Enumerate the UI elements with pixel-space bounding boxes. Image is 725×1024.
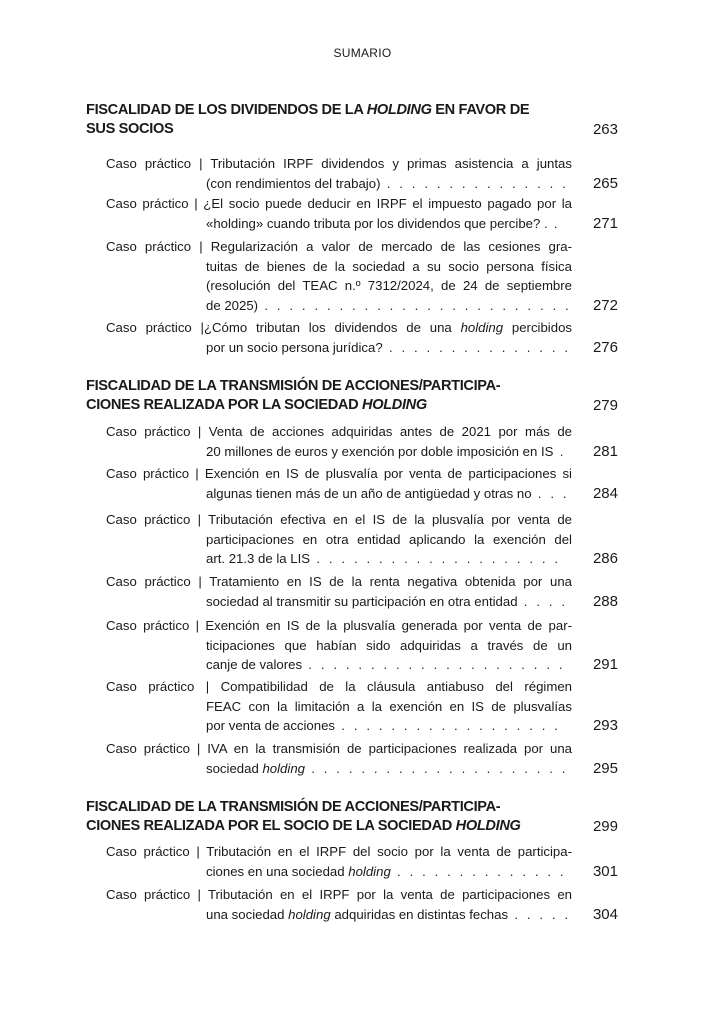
case-title-line: 20 millones de euros y exención por doble imposición en IS .	[206, 443, 567, 459]
case-title-line: por un socio persona jurídica? . . . . . . . . . . . . . . .	[206, 339, 571, 355]
section-title-line: FISCALIDAD DE LA TRANSMISIÓN DE ACCIONES/PARTICIPA-	[86, 799, 501, 815]
case-page-number: 293	[592, 717, 618, 734]
case-title-line: tuitas de bienes de la sociedad a su socio persona física	[206, 258, 572, 274]
section-title-line: FISCALIDAD DE LOS DIVIDENDOS DE LA HOLDING EN FAVOR DE	[86, 102, 530, 118]
case-title-line: Caso práctico | Tributación en el IRPF del socio por la venta de participa-	[106, 844, 572, 859]
case-title-line: canje de valores . . . . . . . . . . . . . . . . . . . . .	[206, 657, 566, 672]
case-page-number: 271	[592, 214, 618, 232]
case-title-line: sociedad al transmitir su participación en otra entidad . . . .	[206, 593, 568, 609]
case-title-line: Caso práctico | Tratamiento en IS de la renta negativa obtenida por una	[106, 574, 572, 589]
case-page-number: 284	[592, 484, 618, 502]
section-title	[86, 798, 586, 836]
case-title-line: Caso práctico | Exención en IS de la plusvalía generada por venta de par-	[106, 618, 572, 633]
case-title-line: FEAC con la limitación a la exención en IS de plusvalías	[206, 698, 572, 714]
case-title-line: (con rendimientos del trabajo) . . . . . . . . . . . . . . .	[206, 175, 569, 191]
case-page-number: 276	[592, 338, 618, 356]
case-page-number: 301	[592, 862, 618, 880]
case-page-number: 295	[592, 759, 618, 777]
case-title-line: sociedad holding . . . . . . . . . . . . . . . . . . . . .	[206, 760, 569, 776]
section-page-number: 263	[592, 121, 618, 138]
case-title-line: Caso práctico | Compatibilidad de la cláusula antiabuso del régimen	[106, 679, 572, 694]
case-title-line: Caso práctico | IVA en la transmisión de participaciones realizada por una	[106, 741, 572, 756]
case-page-number: 281	[592, 442, 618, 460]
section-title-line: SUS SOCIOS	[86, 121, 174, 137]
case-title-line: una sociedad holding adquiridas en distintas fechas . . . . .	[206, 906, 571, 922]
section-page-number: 299	[592, 818, 618, 835]
case-title-line: Caso práctico |¿Cómo tributan los dividendos de una holding percibidos	[106, 320, 572, 335]
section-page-number: 279	[592, 397, 618, 414]
case-title-line: Caso práctico | Tributación en el IRPF por la venta de participaciones en	[106, 887, 572, 902]
case-title-line: Caso práctico | Venta de acciones adquiridas antes de 2021 por más de	[106, 424, 572, 439]
case-title-line: ciones en una sociedad holding . . . . . . . . . . . . . .	[206, 863, 567, 879]
case-page-number: 265	[592, 174, 618, 192]
case-page-number: 286	[592, 550, 618, 567]
section-title	[86, 101, 586, 139]
case-title-line: Caso práctico | Tributación efectiva en el IS de la plusvalía por venta de	[106, 512, 572, 527]
case-title-line: Caso práctico | ¿El socio puede deducir en IRPF el impuesto pagado por la	[106, 196, 572, 211]
case-title-line: por venta de acciones . . . . . . . . . . . . . . . . . .	[206, 718, 561, 733]
page-header: SUMARIO	[333, 46, 392, 60]
case-title-line: de 2025) . . . . . . . . . . . . . . . . . . . . . . . . .	[206, 297, 572, 313]
case-title-line: ticipaciones que habían sido adquiridas a través de un	[206, 637, 572, 653]
case-title-line: Caso práctico | Exención en IS de plusvalía por venta de participaciones si	[106, 466, 572, 481]
case-title-line: (resolución del TEAC n.º 7312/2024, de 24 de septiembre	[206, 278, 572, 293]
case-title-line: «holding» cuando tributa por los dividendos que percibe? . .	[206, 215, 561, 231]
case-page-number: 272	[592, 296, 618, 314]
section-title	[86, 377, 586, 415]
case-page-number: 288	[592, 592, 618, 610]
case-title-line: art. 21.3 de la LIS . . . . . . . . . . . . . . . . . . . .	[206, 551, 561, 566]
case-title-line: Caso práctico | Regularización a valor de mercado de las cesiones gra-	[106, 239, 572, 254]
section-title-line: CIONES REALIZADA POR EL SOCIO DE LA SOCIEDAD HOLDING	[86, 818, 521, 834]
case-page-number: 291	[592, 656, 618, 673]
section-title-line: CIONES REALIZADA POR LA SOCIEDAD HOLDING	[86, 397, 427, 413]
section-title-line: FISCALIDAD DE LA TRANSMISIÓN DE ACCIONES/PARTICIPA-	[86, 378, 501, 394]
case-title-line: algunas tienen más de un año de antigüedad y otras no . . .	[206, 485, 570, 501]
case-title-line: Caso práctico | Tributación IRPF dividendos y primas asistencia a juntas	[106, 156, 572, 171]
case-page-number: 304	[592, 905, 618, 923]
case-title-line: participaciones en otra entidad aplicando la exención del	[206, 531, 572, 547]
